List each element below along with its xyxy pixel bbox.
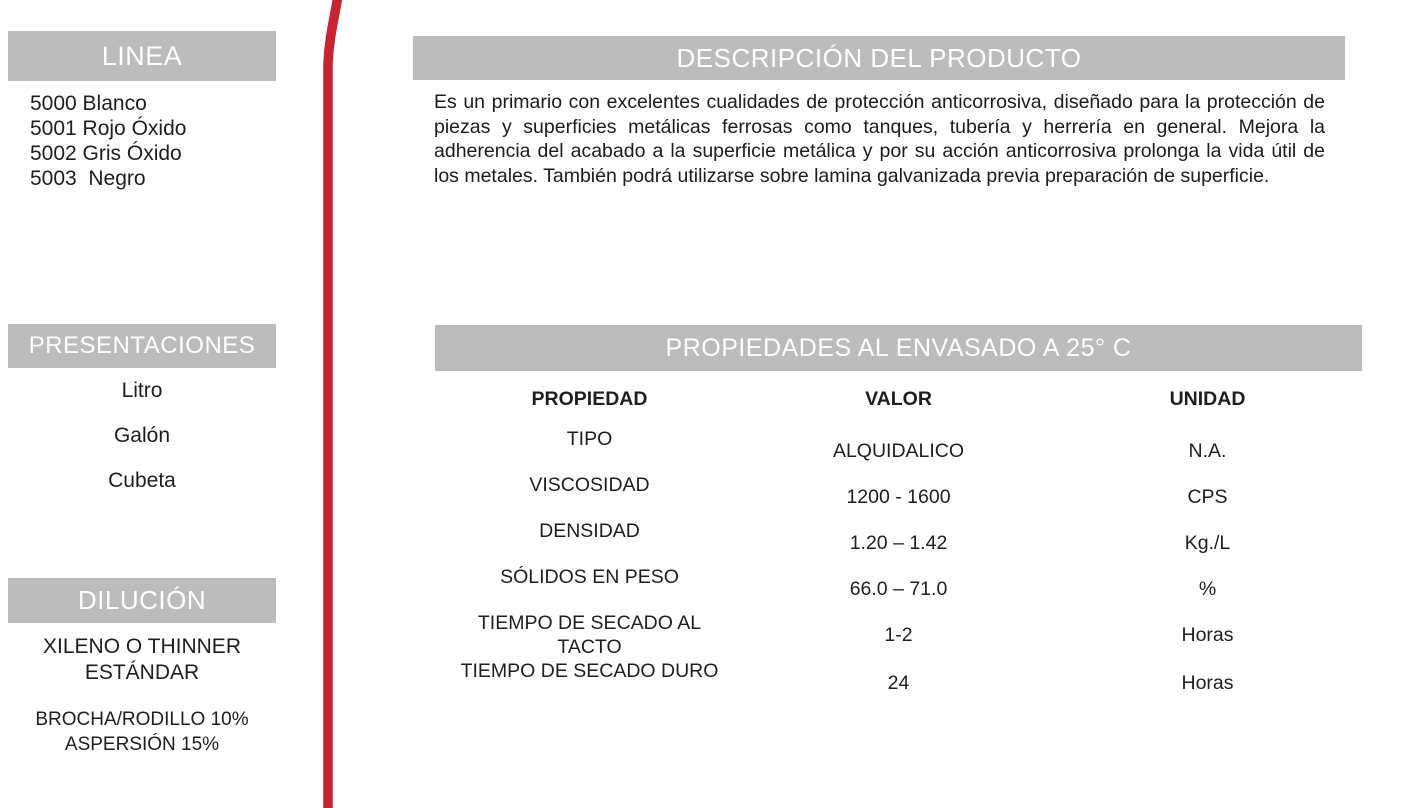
cell-valor: 66.0 – 71.0 [849, 578, 948, 600]
linea-item: 5003 Negro [30, 167, 146, 190]
cell-unidad: Horas [1181, 624, 1234, 646]
presentacion-item: Litro [121, 379, 163, 402]
properties-header [435, 325, 1362, 371]
dilucion-rates [8, 707, 276, 757]
dilucion-rate-line: BROCHA/RODILLO 10% [35, 709, 249, 730]
presentacion-item: Cubeta [108, 469, 176, 492]
linea-item: 5002 Gris Óxido [30, 142, 182, 165]
linea-item: 5000 Blanco [30, 92, 147, 115]
cell-propiedad: VISCOSIDAD [529, 474, 650, 496]
cell-unidad: % [1198, 578, 1217, 600]
properties-table-head [435, 388, 1362, 427]
presentaciones-list [8, 379, 276, 514]
dilucion-header [8, 578, 276, 623]
dilucion-rate-line: ASPERSIÓN 15% [64, 734, 220, 755]
cell-valor: 1.20 – 1.42 [849, 532, 948, 554]
cell-valor: 1-2 [884, 624, 913, 646]
column-header-valor: VALOR [865, 388, 932, 410]
cell-propiedad: TIPO [566, 428, 613, 450]
linea-list [30, 91, 186, 191]
cell-unidad: Horas [1181, 672, 1234, 694]
dilucion-title: DILUCIÓN [77, 585, 207, 615]
description-title: DESCRIPCIÓN DEL PRODUCTO [676, 43, 1082, 73]
cell-unidad: CPS [1187, 486, 1228, 508]
table-row [435, 519, 1362, 565]
table-row [435, 473, 1362, 519]
presentaciones-title: PRESENTACIONES [28, 332, 256, 359]
description-paragraph: Es un primario con excelentes cualidades de protección anticorrosiva, diseñado para la protección de piezas y superficies metálicas ferrosas como tanques, tubería y herrería en general. Mejora la adherencia del acabado a la superficie metálica y por su acción anticorrosiva prolonga la vida útil de los metales. También podrá utilizarse sobre lamina galvanizada previa preparación de superficie. [434, 91, 1325, 187]
table-row [435, 427, 1362, 473]
properties-title: PROPIEDADES AL ENVASADO A 25° C [665, 334, 1132, 362]
presentaciones-header [8, 324, 276, 368]
cell-propiedad: TIEMPO DE SECADO AL TACTO [477, 612, 702, 658]
cell-propiedad: TIEMPO DE SECADO DURO [460, 660, 719, 682]
linea-title: LINEA [101, 41, 183, 71]
table-row [435, 611, 1362, 659]
linea-item: 5001 Rojo Óxido [30, 117, 187, 140]
linea-header [8, 31, 276, 81]
cell-valor: ALQUIDALICO [832, 440, 965, 462]
presentacion-item: Galón [113, 424, 171, 447]
cell-propiedad: SÓLIDOS EN PESO [500, 566, 679, 588]
column-header-propiedad: PROPIEDAD [531, 388, 648, 410]
cell-valor: 24 [887, 672, 910, 694]
column-header-unidad: UNIDAD [1169, 388, 1246, 410]
cell-unidad: N.A. [1188, 440, 1227, 462]
cell-unidad: Kg./L [1184, 532, 1231, 554]
cell-valor: 1200 - 1600 [846, 486, 951, 508]
dilucion-solvent: XILENO O THINNER ESTÁNDAR [43, 635, 241, 684]
cell-propiedad: DENSIDAD [539, 520, 640, 542]
table-row [435, 565, 1362, 611]
description-header [413, 36, 1345, 80]
properties-table [435, 388, 1362, 705]
table-row [435, 659, 1362, 705]
